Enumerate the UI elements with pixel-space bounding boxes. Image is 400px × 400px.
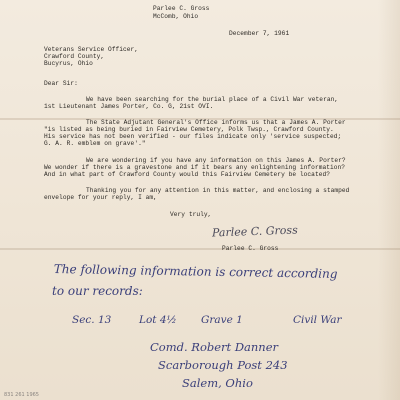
- salutation: Dear Sir:: [44, 80, 78, 87]
- paragraph-4-line: Thanking you for any attention in this matter, and enclosing a stamped: [86, 187, 350, 194]
- reply-grave: Grave 1: [201, 314, 243, 326]
- letter-date: December 7, 1961: [229, 30, 290, 37]
- reply-war: Civil War: [293, 314, 342, 326]
- sender-city-header: McComb, Ohio: [153, 13, 199, 20]
- paragraph-2-line: G. A. R. emblem on grave'.": [44, 140, 146, 147]
- paper-fold-line: [0, 248, 400, 250]
- paragraph-2-line: His service has not been verified - our files indicate only 'service suspected;: [44, 133, 342, 140]
- paragraph-3-line: We are wondering if you have any information on this James A. Porter?: [86, 157, 346, 164]
- sender-name-header: Parlee C. Gross: [153, 5, 210, 12]
- reply-city: Salem, Ohio: [182, 376, 253, 390]
- reply-line-1: The following information is correct according: [53, 262, 338, 281]
- typed-signer-name: Parlee C. Gross: [222, 245, 279, 252]
- reply-commander: Comd. Robert Danner: [150, 340, 279, 354]
- paragraph-2-line: "is listed as being buried in Fairview Cemetery, Polk Twsp., Crawford County.: [44, 126, 334, 133]
- pencil-archive-note: 831 261 1965: [4, 392, 39, 398]
- paragraph-3-line: And in what part of Crawford County would this Fairview Cemetery be located?: [44, 171, 330, 178]
- paragraph-3-line: We wonder if there is a gravestone and if it bears any enlightening information?: [44, 164, 346, 171]
- paragraph-2-line: The State Adjutant General's Office informs us that a James A. Porter: [86, 119, 346, 126]
- closing: Very truly,: [170, 211, 212, 218]
- reply-lot: Lot 4½: [139, 314, 177, 326]
- reply-section: Sec. 13: [72, 314, 112, 326]
- handwritten-signature: Parlee C. Gross: [211, 223, 298, 240]
- recipient-line: Bucyrus, Ohio: [44, 60, 93, 67]
- reply-post: Scarborough Post 243: [158, 358, 288, 372]
- paper-edge-shadow: [378, 0, 400, 400]
- paragraph-4-line: envelope for your reply, I am,: [44, 194, 157, 201]
- recipient-line: Veterans Service Officer,: [44, 46, 139, 53]
- paragraph-1-line: 1st Lieutenant James Porter, Co. G, 21st OVI.: [44, 103, 214, 110]
- reply-line-2: to our records:: [52, 284, 143, 298]
- recipient-line: Crawford County,: [44, 53, 105, 60]
- paragraph-1-line: We have been searching for the burial place of a Civil War veteran,: [86, 96, 339, 103]
